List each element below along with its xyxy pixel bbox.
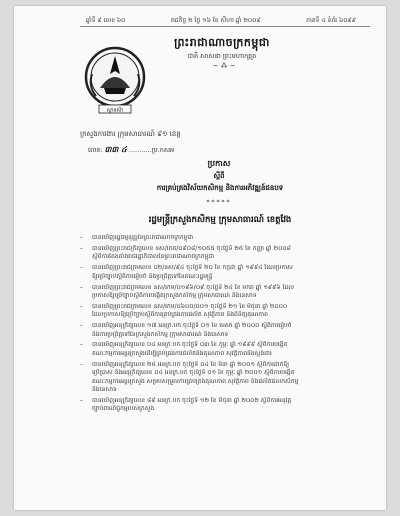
clause-line: និងនេសាទ xyxy=(92,386,117,393)
clause-line: បានឃើញព្រះរាជក្រមលេខ នស/រកម/០៦០០/០០១ ចុះថ្ងៃទី ២១ ខែ មិថុនា ឆ្នាំ ២០០០ xyxy=(92,302,288,310)
clause-line: ច្បាប់ពាណិជ្ជកម្មរបស់ក្រសួង xyxy=(92,405,155,413)
minister-heading: រដ្ឋមន្ត្រីក្រសួងកសិកម្ម ក្រុមសាធារណ៍ ខេត្តវែង xyxy=(148,215,292,225)
preamble-clause xyxy=(80,284,376,301)
gazette-date: រាជកិច្ច ២ ថ្ងៃ ១៦ ខែ សីហា ឆ្នាំ ២០០៩ xyxy=(170,17,261,24)
document-number-suffix: ...........ប្រ.កសអ xyxy=(128,146,175,154)
clause-bullet: – xyxy=(80,322,83,330)
preamble-clause xyxy=(80,361,376,395)
title-on: ស្តីពី xyxy=(213,172,225,180)
national-motto: ជាតិ សាសនា ព្រះមហាក្សត្រ xyxy=(187,52,257,60)
preamble-clause xyxy=(80,264,376,281)
clause-line: ប្រើប្រាស់ និងអនុក្រឹត្យលេខ ០៤ អនក្រ.បក ចុះថ្ងៃទី ០១ ខែ កុម្ភៈ ឆ្នាំ ២០០១ ស្តីពីការបង្កើត xyxy=(92,369,295,377)
preamble-clause xyxy=(80,322,376,339)
document-number xyxy=(88,144,174,156)
clause-line: បានឃើញអនុក្រឹត្យលេខ ៨៩ អនក្រ.បក ចុះថ្ងៃទី ១២ ខែ មិថុនា ឆ្នាំ ២០០២ ស្តីពីការអនុវត្ត xyxy=(92,396,292,404)
document-type-title: ប្រកាស xyxy=(207,159,231,168)
gazette-volume: ឆ្នាំទី ៩ លេខ ៦០ xyxy=(86,17,126,24)
tacting-ornament: ~ ⁂ ~ xyxy=(212,62,236,70)
clause-line: ឱ្យប្រើច្បាប់ស្តីពីការរៀបចំ និងប្រព្រឹត្តទៅនៃគណៈរដ្ឋមន្ត្រី xyxy=(92,272,213,280)
document-subject: ការគ្រប់គ្រងវិស័យកសិកម្ម និងការអភិវឌ្ឍន៍ជនបទ xyxy=(156,184,284,192)
emblem-caption: ស្ថានស៊ា xyxy=(106,107,124,114)
clause-line: គណៈកម្មការអន្តរក្រសួងដើម្បីគ្រប់គ្រងការផលិតនិងគុណភាព សុវត្ថិភាពនិងស្តង់ដារ xyxy=(92,349,272,357)
preamble-clause xyxy=(80,303,376,320)
document-page xyxy=(14,6,386,510)
document-number-handwritten: ៣៣ ៤ xyxy=(104,144,127,154)
clause-bullet: – xyxy=(80,283,83,291)
stars-divider: ***** xyxy=(206,199,232,206)
ministry-emblem-icon xyxy=(82,44,148,116)
clause-line: បានឃើញអនុក្រឹត្យលេខ ០៤ អនក្រ.បក ចុះថ្ងៃទី ០៣ ខែ កុម្ភៈ ឆ្នាំ ១៩៩៩ ស្តីពីការបង្កើត xyxy=(92,341,288,349)
clause-bullet: – xyxy=(80,341,83,349)
gazette-page: ភាគទី ៤ ទំព័រ ៦០៩៩ xyxy=(306,17,356,24)
clause-line: បានឃើញព្រះរាជក្រមលេខ នស/រកម/០១៩៦/០៩ ចុះថ្ងៃទី ២៤ ខែ មករា ឆ្នាំ ១៩៩៦ ដែល xyxy=(92,283,294,291)
clause-line: គណៈកម្មការអន្តរក្រសួង សម្របសម្រួលការគ្រប់គ្រងគុណភាព សុវត្ថិភាព និងផលិតផលកសិកម្ម xyxy=(92,377,299,385)
clause-line: បានឃើញរដ្ឋធម្មនុញ្ញនៃព្រះរាជាណាចក្រកម្ពុជា xyxy=(92,234,194,241)
kingdom-title: ព្រះរាជាណាចក្រកម្ពុជា xyxy=(174,36,270,49)
preamble-clause xyxy=(80,397,376,414)
clause-line: បានឃើញព្រះរាជក្រឹត្យលេខ នស/រកត/០៩០៨/១០៥៥ ចុះថ្ងៃទី ២៥ ខែ កញ្ញា ឆ្នាំ ២០០៨ xyxy=(92,244,291,252)
preamble-clause xyxy=(80,341,376,358)
clause-line: បានឃើញអនុក្រឹត្យលេខ ១៧ អនក្រ.បក ចុះថ្ងៃទី ០១ ខែ មេសា ឆ្នាំ ២០០០ ស្តីពីការរៀបចំ xyxy=(92,322,292,330)
header-divider xyxy=(80,26,370,27)
preamble-clause xyxy=(80,245,376,262)
gazette-header xyxy=(86,16,356,25)
clause-bullet: – xyxy=(80,360,83,368)
preamble-clauses xyxy=(80,234,376,416)
issuing-ministry: ក្រសួងការងារ ក្រុមសាធារណ៍ ៩១ ខេត្ត xyxy=(80,130,181,138)
clause-line: ប្រកាសឱ្យប្រើច្បាប់ស្តីពីការបង្កើតក្រសួងកសិកម្ម ក្រុមសាធារណ៍ និងនេសាទ xyxy=(92,291,257,299)
clause-bullet: – xyxy=(80,244,83,252)
preamble-clause xyxy=(80,234,376,242)
clause-bullet: – xyxy=(80,264,83,272)
clause-line: និងការប្រព្រឹត្តទៅនៃក្រសួងកសិកម្ម ក្រុមសាធារណ៍ និងនេសាទ xyxy=(92,330,229,338)
document-number-label: លេខ: xyxy=(88,146,103,154)
clause-line: បានឃើញព្រះរាជក្រមលេខ ០២/នស/៩៤ ចុះថ្ងៃទី ២០ ខែ កក្កដា ឆ្នាំ ១៩៩៤ ដែលប្រកាស xyxy=(92,264,293,272)
clause-bullet: – xyxy=(80,396,83,404)
clause-line: ស្តីពីការតែងតាំងរាជរដ្ឋាភិបាលនៃព្រះរាជាណាចក្រកម្ពុជា xyxy=(92,253,215,261)
clause-bullet: – xyxy=(80,302,83,310)
clause-line: ដែលប្រកាសឱ្យប្រើច្បាប់ស្តីពីការគ្រប់គ្រងការផលិត សុវត្ថិភាព និងពិនិត្យគុណភាព xyxy=(92,311,268,319)
clause-bullet: – xyxy=(80,234,83,241)
clause-line: បានឃើញអនុក្រឹត្យលេខ ២៥ អនក្រ.បក ចុះថ្ងៃទី ០៤ ខែ មិនា ឆ្នាំ ២០០១ ស្តីពីការដាក់ឱ្យ xyxy=(92,360,290,368)
